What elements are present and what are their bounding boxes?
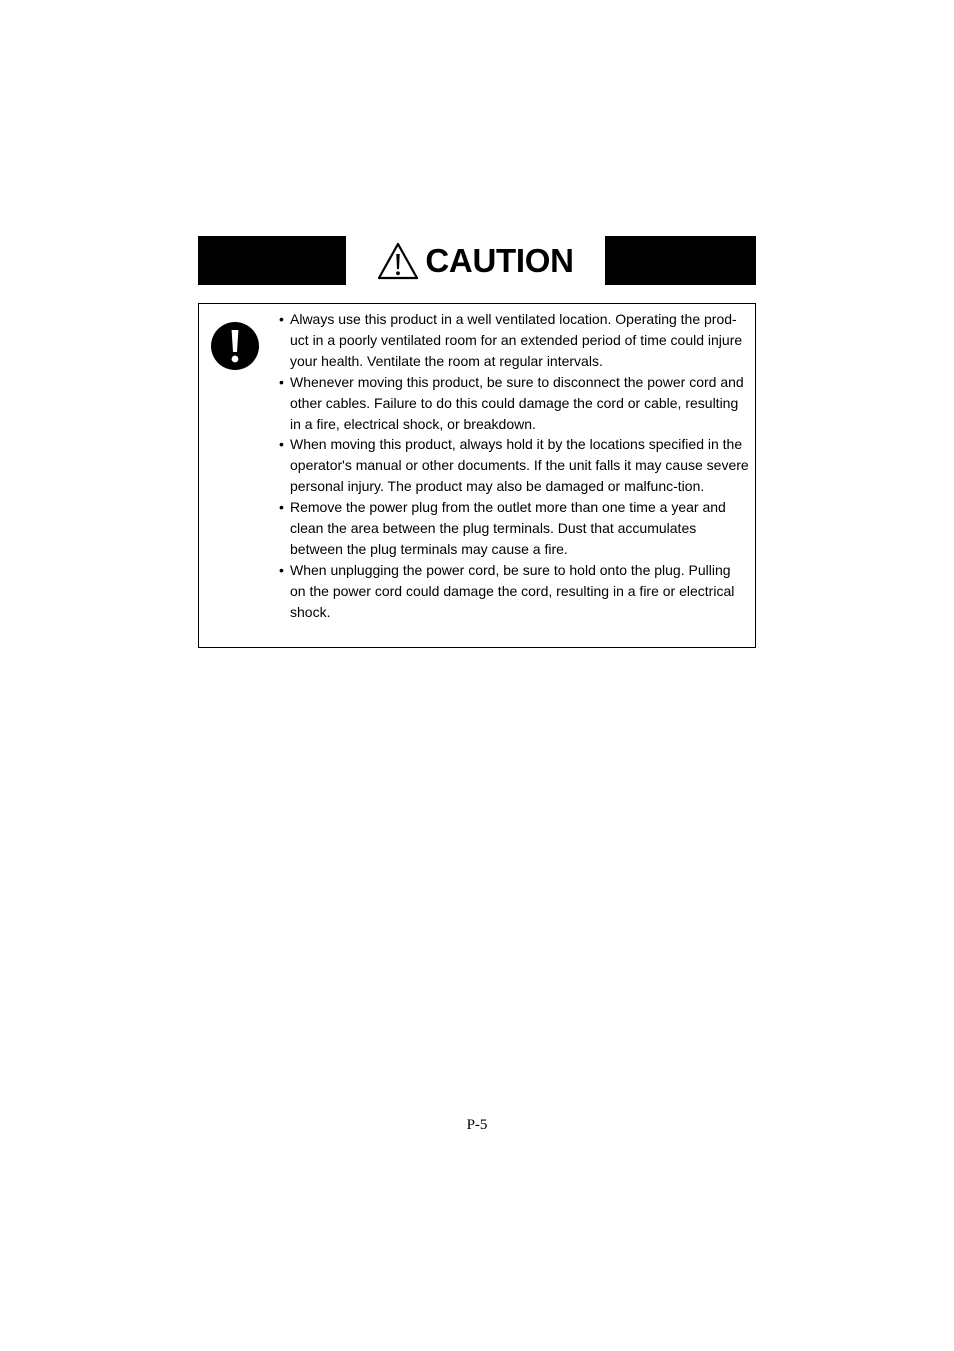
list-item: [279, 372, 749, 435]
header-title-group: [346, 236, 605, 285]
list-item: [279, 309, 749, 372]
header-bar-left: [198, 236, 346, 285]
list-item-text: Whenever moving this product, be sure to disconnect the power cord and other cables. Failure to do this could damage the cord or cable, resulting in a fire, electrical shock, or breakdown.: [290, 373, 744, 432]
list-item-text: Always use this product in a well ventilated location. Operating the prod-uct in a poorly ventilated room for an extended period of time could injure your health. Ventilate the room at regular intervals.: [290, 311, 743, 369]
mandatory-exclamation-icon: [211, 322, 259, 370]
list-item-text: Remove the power plug from the outlet more than one time a year and clean the area between the plug terminals. Dust that accumulates between the plug terminals may cause a fire.: [290, 499, 726, 557]
list-item: [279, 497, 749, 560]
bullet-mark: •: [279, 561, 284, 578]
list-item: [279, 434, 749, 497]
list-item-text: When moving this product, always hold it by the locations specified in the operator's manual or other documents. If the unit falls it may cause severe personal injury. The product may also be damaged or malfunc-tion.: [290, 436, 749, 495]
header-bar-right: [605, 236, 756, 285]
list-item-text: When unplugging the power cord, be sure to hold onto the plug. Pulling on the power cord could damage the cord, resulting in a fire or electrical shock.: [290, 561, 735, 620]
caution-list: [279, 309, 749, 623]
caution-title: CAUTION: [425, 242, 574, 279]
bullet-mark: •: [279, 499, 284, 516]
page-number: P-5: [466, 1117, 488, 1133]
caution-header: [198, 236, 756, 285]
bullet-mark: •: [279, 311, 284, 327]
list-item: [279, 560, 749, 623]
bullet-mark: •: [279, 373, 284, 390]
warning-triangle-icon: [377, 242, 419, 280]
bullet-mark: •: [279, 436, 284, 453]
caution-box: [198, 303, 756, 648]
